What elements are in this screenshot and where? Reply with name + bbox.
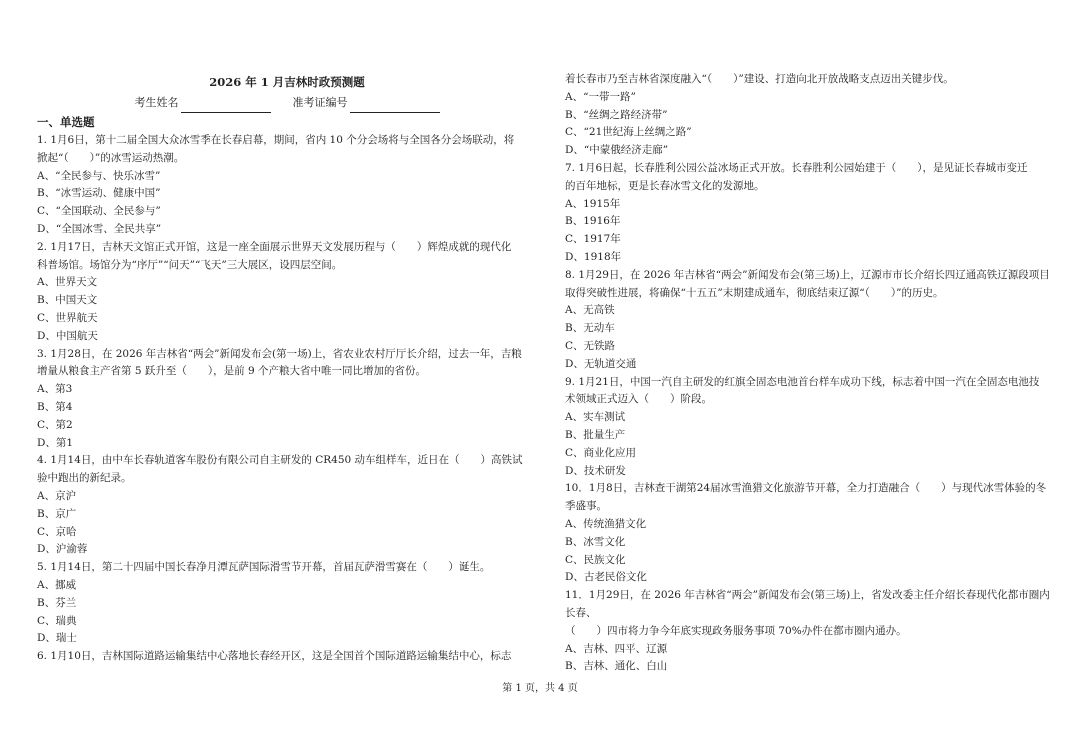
examinee-name-field[interactable] <box>135 93 271 113</box>
examinee-name-label: 考生姓名 <box>134 96 179 109</box>
question-stem-line: 1. 1月6日，第十二届全国大众冰雪季在长春启幕，期间，省内 10 个分会场将与全国各分会场联动，将 <box>37 134 515 146</box>
answer-option[interactable]: C、商业化应用 <box>565 446 637 459</box>
answer-option[interactable]: C、1917年 <box>565 233 621 246</box>
question-stem-line: 取得突破性进展，将确保“十五五”末期建成通车，彻底结束辽源“（ ）”的历史。 <box>565 286 944 299</box>
question-item <box>37 132 537 239</box>
answer-option[interactable]: B、芬兰 <box>37 596 77 609</box>
answer-option[interactable]: A、“一带一路” <box>565 90 636 103</box>
right-column <box>565 71 1057 676</box>
answer-option[interactable]: B、“冰雪运动、健康中国” <box>37 187 161 200</box>
examinee-name-blank[interactable] <box>181 98 271 113</box>
question-stem-line: 的百年地标，更是长春冰雪文化的发源地。 <box>565 179 765 192</box>
ticket-number-blank[interactable] <box>350 98 440 113</box>
answer-option[interactable]: D、第1 <box>37 436 74 449</box>
answer-option[interactable]: A、第3 <box>37 383 73 396</box>
answer-option[interactable]: A、京沪 <box>37 489 77 502</box>
question-stem-line: 科普场馆。场馆分为“序厅”“问天”“飞天”三大展区，设四层空间。 <box>37 258 343 271</box>
question-stem-line: 掀起“（ ）”的冰雪运动热潮。 <box>37 151 185 164</box>
question-stem-line: 8. 1月29日，在 2026 年吉林省“两会”新闻发布会(第三场)上，辽源市市长介绍长四辽通高铁辽源段项目 <box>565 268 1050 281</box>
answer-option[interactable]: C、瑞典 <box>37 614 77 627</box>
answer-option[interactable]: C、无铁路 <box>565 339 616 352</box>
answer-option[interactable]: A、“全民参与、快乐冰雪” <box>37 169 161 182</box>
answer-option[interactable]: A、无高铁 <box>565 304 615 317</box>
examinee-info <box>37 93 537 113</box>
question-stem-line: 4. 1月14日，由中车长春轨道客车股份有限公司自主研发的 CR450 动车组样车，近日在（ ）高铁试 <box>37 454 523 467</box>
question-stem-line: 着长春市乃至吉林省深度融入“（ ）”建设、打造向北开放战略支点迈出关键步伐。 <box>565 73 954 85</box>
question-item <box>37 239 537 346</box>
question-item <box>565 267 1057 374</box>
answer-option[interactable]: A、世界天文 <box>37 276 98 289</box>
question-item <box>565 71 1057 160</box>
question-stem-line: 10．1月8日，吉林查干湖第24届冰雪渔猎文化旅游节开幕，全力打造融合（ ）与现代冰雪体验的冬 <box>565 482 1047 495</box>
answer-option[interactable]: B、批量生产 <box>565 428 626 441</box>
answer-option[interactable]: D、瑞士 <box>37 632 77 645</box>
question-item <box>37 452 537 559</box>
answer-option[interactable]: D、“全国冰雪、全民共享” <box>37 222 162 235</box>
answer-option[interactable]: C、京哈 <box>37 525 77 538</box>
answer-option[interactable]: B、京广 <box>37 507 77 520</box>
question-stem-line: 7. 1月6日起，长春胜利公园公益冰场正式开放。长春胜利公园始建于（ ），是见证长春城市变迁 <box>565 161 1028 174</box>
question-item <box>37 559 537 648</box>
question-list-right <box>565 71 1057 676</box>
answer-option[interactable]: A、吉林、四平、辽源 <box>565 642 668 655</box>
answer-option[interactable]: B、冰雪文化 <box>565 535 626 548</box>
question-item <box>37 648 537 666</box>
ticket-number-label: 准考证编号 <box>292 96 348 109</box>
left-column <box>37 73 537 666</box>
answer-option[interactable]: A、传统渔猎文化 <box>565 517 647 530</box>
question-stem-line: 2. 1月17日，吉林天文馆正式开馆，这是一座全面展示世界天文发展历程与（ ）辉煌成就的现代化 <box>37 240 512 253</box>
answer-option[interactable]: D、中国航天 <box>37 329 98 342</box>
question-stem-line: 验中跑出的新纪录。 <box>37 472 132 485</box>
question-stem-line: 增量从粮食主产省第 5 跃升至（ ），是前 9 个产粮大省中唯一同比增加的省份。 <box>37 365 426 378</box>
question-item <box>37 346 537 453</box>
answer-option[interactable]: B、中国天文 <box>37 294 98 307</box>
answer-option[interactable]: C、第2 <box>37 418 73 431</box>
answer-option[interactable]: C、民族文化 <box>565 553 626 566</box>
answer-option[interactable]: D、1918年 <box>565 250 622 263</box>
question-item <box>565 160 1057 267</box>
answer-option[interactable]: C、“21世纪海上丝绸之路” <box>565 126 692 139</box>
question-stem-line: 9. 1月21日，中国一汽自主研发的红旗全固态电池首台样车成功下线，标志着中国一汽在全固态电池技 <box>565 375 1040 388</box>
answer-option[interactable]: D、古老民俗文化 <box>565 571 647 584</box>
page-footer: 第 1 页，共 4 页 <box>502 683 578 694</box>
question-stem-line: 季盛事。 <box>565 500 607 513</box>
answer-option[interactable]: D、技术研发 <box>565 464 626 477</box>
ticket-number-field[interactable] <box>293 93 440 113</box>
question-stem-line: 5. 1月14日，第二十四届中国长春净月潭瓦萨国际滑雪节开幕，首届瓦萨滑雪赛在（ ）诞生。 <box>37 561 491 574</box>
answer-option[interactable]: D、“中蒙俄经济走廊” <box>565 144 669 157</box>
answer-option[interactable]: C、世界航天 <box>37 311 98 324</box>
answer-option[interactable]: A、1915年 <box>565 197 621 210</box>
page-title: 2026 年 1 月吉林时政预测题 <box>209 75 365 89</box>
answer-option[interactable]: B、无动车 <box>565 322 615 335</box>
question-stem-line: 3. 1月28日，在 2026 年吉林省“两会”新闻发布会(第一场)上，省农业农村厅厅长介绍，过去一年，吉粮 <box>37 347 522 360</box>
question-stem-line: 6. 1月10日，吉林国际道路运输集结中心落地长春经开区，这是全国首个国际道路运输集结中心，标志 <box>37 650 512 663</box>
answer-option[interactable]: B、1916年 <box>565 215 621 228</box>
answer-option[interactable]: D、无轨道交通 <box>565 357 637 370</box>
question-stem-line: 术领域正式迈入（ ）阶段。 <box>565 393 712 406</box>
answer-option[interactable]: A、实车测试 <box>565 411 626 424</box>
answer-option[interactable]: A、挪威 <box>37 578 77 591</box>
answer-option[interactable]: B、吉林、通化、白山 <box>565 660 668 673</box>
answer-option[interactable]: D、沪渝蓉 <box>37 543 88 556</box>
question-stem-line: （ ）四市将力争今年底实现政务服务事项 70%办件在都市圈内通办。 <box>565 624 907 637</box>
question-item <box>565 587 1057 676</box>
answer-option[interactable]: B、“丝绸之路经济带” <box>565 108 668 121</box>
question-stem-line: 11．1月29日，在 2026 年吉林省“两会”新闻发布会(第三场)上，省发改委主任介绍长春现代化都市圈内长春、 <box>565 589 1050 619</box>
section-heading: 一、单选题 <box>37 115 95 129</box>
answer-option[interactable]: B、第4 <box>37 400 73 413</box>
question-item <box>565 374 1057 481</box>
question-item <box>565 480 1057 587</box>
question-list-left <box>37 132 537 666</box>
answer-option[interactable]: C、“全国联动、全民参与” <box>37 205 161 218</box>
